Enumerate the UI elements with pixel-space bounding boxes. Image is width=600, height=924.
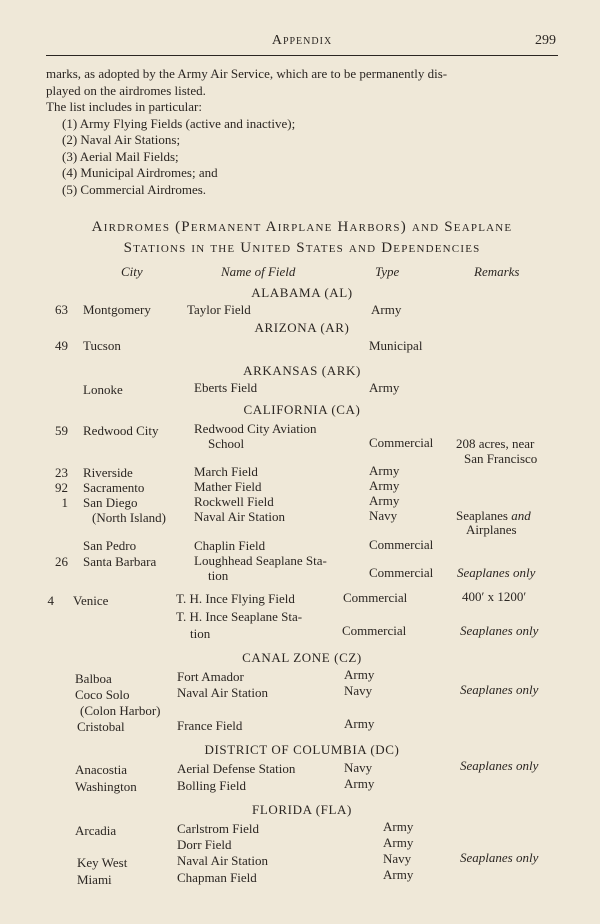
field-cell: Redwood City Aviation bbox=[194, 421, 317, 436]
type-cell: Commercial bbox=[369, 435, 434, 450]
type-cell: Army bbox=[369, 463, 400, 478]
state-heading-dc: DISTRICT OF COLUMBIA (DC) bbox=[204, 742, 400, 757]
intro-line-2: played on the airdromes listed. bbox=[46, 82, 206, 98]
city-cell: Coco Solo bbox=[75, 687, 130, 702]
remarks-italic-text: and bbox=[511, 508, 531, 523]
list-item: (5) Commercial Airdromes. bbox=[62, 181, 207, 197]
list-item: (3) Aerial Mail Fields; bbox=[62, 148, 179, 164]
field-cell: Naval Air Station bbox=[194, 509, 285, 524]
field-cell: Bolling Field bbox=[177, 778, 246, 793]
type-cell: Army bbox=[344, 716, 375, 731]
type-cell: Army bbox=[371, 302, 402, 317]
remarks-cell: 208 acres, near bbox=[456, 436, 535, 451]
section-title-line-1: Airdromes (Permanent Airplane Harbors) and Seaplane bbox=[91, 219, 513, 235]
type-cell: Army bbox=[344, 776, 375, 791]
page-number: 299 bbox=[535, 33, 556, 48]
field-cell: Rockwell Field bbox=[194, 494, 274, 509]
type-cell: Commercial bbox=[342, 623, 407, 638]
city-cell: San Pedro bbox=[83, 538, 137, 553]
city-cell: (Colon Harbor) bbox=[80, 703, 161, 718]
type-cell: Commercial bbox=[369, 537, 434, 552]
remarks-cell: Seaplanes only bbox=[460, 682, 539, 697]
row-number: 23 bbox=[55, 465, 68, 480]
type-cell: Commercial bbox=[369, 565, 434, 580]
field-cell: Chapman Field bbox=[177, 870, 257, 885]
state-heading-california: CALIFORNIA (CA) bbox=[243, 402, 361, 417]
column-header-name: Name of Field bbox=[221, 264, 296, 279]
row-number: 92 bbox=[55, 480, 68, 495]
remarks-cell: 400′ x 1200′ bbox=[462, 589, 527, 604]
field-cell: March Field bbox=[194, 464, 258, 479]
remarks-cell: Seaplanes only bbox=[460, 850, 539, 865]
city-cell: Cristobal bbox=[77, 719, 125, 734]
field-cell: Carlstrom Field bbox=[177, 821, 259, 836]
city-cell: Redwood City bbox=[83, 423, 159, 438]
list-item: (4) Municipal Airdromes; and bbox=[62, 165, 218, 180]
field-cell: Mather Field bbox=[194, 479, 262, 494]
city-cell: Tucson bbox=[83, 338, 121, 353]
state-heading-canal-zone: CANAL ZONE (CZ) bbox=[242, 650, 362, 665]
row-number: 63 bbox=[55, 302, 68, 317]
city-cell: Sacramento bbox=[83, 480, 145, 495]
remarks-cell: Seaplanes only bbox=[460, 758, 539, 773]
city-cell: Montgomery bbox=[83, 302, 151, 317]
remarks-text: Seaplanes bbox=[456, 508, 512, 523]
intro-line-1: marks, as adopted by the Army Air Service, which are to be permanently dis- bbox=[46, 66, 448, 81]
city-cell: Riverside bbox=[83, 465, 133, 480]
field-cell: France Field bbox=[177, 718, 243, 733]
city-cell: Lonoke bbox=[83, 382, 123, 397]
city-cell: Anacostia bbox=[75, 762, 127, 777]
type-cell: Army bbox=[344, 667, 375, 682]
city-cell: Washington bbox=[75, 779, 137, 794]
list-item: (1) Army Flying Fields (active and inactive); bbox=[62, 115, 296, 131]
field-cell-continued: School bbox=[208, 436, 245, 451]
section-title bbox=[46, 217, 558, 259]
state-heading-florida: FLORIDA (FLA) bbox=[252, 802, 352, 817]
row-number: 49 bbox=[55, 338, 68, 353]
field-cell: T. H. Ince Flying Field bbox=[176, 591, 295, 606]
state-heading-alabama: ALABAMA (AL) bbox=[251, 285, 353, 300]
running-head: Appendix bbox=[271, 33, 333, 48]
column-header-city: City bbox=[121, 264, 143, 279]
type-cell: Municipal bbox=[369, 338, 423, 353]
field-cell: Chaplin Field bbox=[194, 538, 266, 553]
list-item: (2) Naval Air Stations; bbox=[62, 132, 181, 147]
remarks-cell-continued: Airplanes bbox=[466, 522, 517, 537]
field-cell: Fort Amador bbox=[177, 669, 244, 684]
type-cell: Army bbox=[383, 819, 414, 834]
type-cell: Army bbox=[369, 380, 400, 395]
type-cell: Navy bbox=[383, 851, 412, 866]
section-title-line-2: Stations in the United States and Dependencies bbox=[123, 240, 481, 256]
field-cell: Loughhead Seaplane Sta- bbox=[194, 553, 327, 568]
type-cell: Army bbox=[383, 867, 414, 882]
type-cell: Army bbox=[383, 835, 414, 850]
city-cell: Venice bbox=[73, 593, 109, 608]
state-heading-arizona: ARIZONA (AR) bbox=[254, 320, 350, 335]
remarks-cell: Seaplanes only bbox=[460, 623, 539, 638]
row-number: 4 bbox=[47, 593, 54, 608]
row-number: 26 bbox=[55, 554, 68, 569]
field-cell: Naval Air Station bbox=[177, 853, 268, 868]
field-cell: Taylor Field bbox=[187, 302, 251, 317]
field-cell: Eberts Field bbox=[194, 380, 258, 395]
type-cell: Army bbox=[369, 493, 400, 508]
row-number: 59 bbox=[55, 423, 68, 438]
type-cell: Navy bbox=[344, 760, 373, 775]
field-cell-continued: tion bbox=[208, 568, 229, 583]
city-cell: Key West bbox=[77, 855, 128, 870]
remarks-cell-continued: San Francisco bbox=[464, 451, 538, 466]
state-heading-arkansas: ARKANSAS (ARK) bbox=[243, 363, 361, 378]
field-cell-continued: tion bbox=[190, 626, 211, 641]
city-cell: Miami bbox=[77, 872, 112, 887]
remarks-cell: Seaplanes only bbox=[457, 565, 536, 580]
city-cell: San Diego bbox=[83, 495, 138, 510]
city-cell: Arcadia bbox=[75, 823, 117, 838]
field-cell: Aerial Defense Station bbox=[177, 761, 296, 776]
header-rule bbox=[46, 55, 558, 56]
type-cell: Navy bbox=[344, 683, 373, 698]
page-header bbox=[46, 33, 558, 53]
type-cell: Navy bbox=[369, 508, 398, 523]
type-cell: Army bbox=[369, 478, 400, 493]
column-header-remarks: Remarks bbox=[474, 264, 520, 279]
field-cell: Dorr Field bbox=[177, 837, 232, 852]
field-cell: Naval Air Station bbox=[177, 685, 268, 700]
city-cell: Balboa bbox=[75, 671, 112, 686]
intro-text bbox=[46, 66, 558, 198]
city-cell: Santa Barbara bbox=[83, 554, 157, 569]
column-header-type: Type bbox=[375, 264, 400, 279]
list-intro: The list includes in particular: bbox=[46, 99, 202, 114]
type-cell: Commercial bbox=[343, 590, 408, 605]
city-cell: (North Island) bbox=[92, 510, 167, 525]
field-cell: T. H. Ince Seaplane Sta- bbox=[176, 609, 303, 624]
row-number: 1 bbox=[61, 495, 68, 510]
